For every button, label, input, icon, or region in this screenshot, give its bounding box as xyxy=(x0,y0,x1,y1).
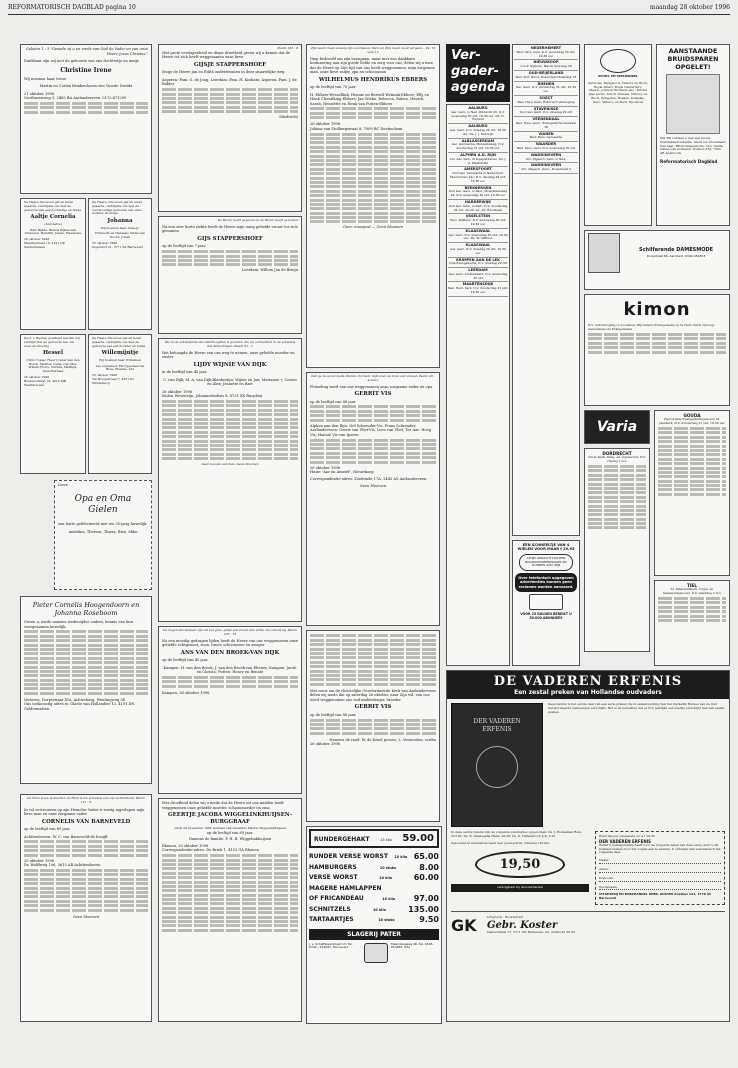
ad-text: Plotseling werd van ons weggenomen onze zorgzame vader en opa xyxy=(310,384,433,389)
erfenis-contents: In deze eerste bundel zijn de volgende predicaties opgenomen: Ds. J. Boukeman Rom. 23:10b; Ds. B. Smalegank Hand. 20:28; Ds. K. Hellenbrock Joh. 3:16 xyxy=(451,830,582,838)
death-ad-ebbers xyxy=(306,44,440,368)
agenda-text: Chr. Afgesch. Gem., Dorpstraat 3 xyxy=(521,167,571,172)
birth-ad-hessel xyxy=(20,334,86,474)
agenda-title xyxy=(446,44,510,102)
rundergehakt-row xyxy=(309,829,439,848)
ad-relatives: Asperen: Fam. G. de Jong; Leerdam: Fam. H. Koskam; Asperen: Fam. J. de Ridder xyxy=(162,77,297,87)
agenda-entry xyxy=(448,139,508,153)
ad-parents: Leo Oppeneer, Els Oppeneer-de Bree, Elianne, Ard xyxy=(95,363,145,372)
ad-date: 25 oktober 1996 xyxy=(92,373,118,378)
agenda-entry xyxy=(448,186,508,200)
ad-sub2: op de leeftijd van 69 jaar. xyxy=(206,830,254,835)
ad-address: Brederostraat 14, 4614 MB Waddinxveen xyxy=(24,378,66,387)
deceased-name: GERRIT VIS xyxy=(354,704,392,711)
ad-sub: Moge de Heere Jan en Edith ondersteunen in deze smartelijke weg. xyxy=(162,70,286,75)
agenda-place: HARDERWIJK xyxy=(464,199,492,204)
birth-ad-willemijntje xyxy=(88,334,152,474)
ad-text: Het behaagde de Heere van ons weg te nemen, onze geliefde moeder en zuster xyxy=(162,350,295,360)
agenda-text: Ger. Gem. in Ned. Polderstr 20, D.V. woensdag 30 okt, 19.30 uur, Ds. D. Hoolant xyxy=(451,109,505,122)
price-item: SCHNITZELS xyxy=(309,905,351,913)
rundergehakt-label: RUNDERGEHAKT xyxy=(314,836,370,843)
book-emblem-icon xyxy=(476,746,518,788)
ad-address: Correspondentie-adres: De Brink 1, 4102 GA Rhenen xyxy=(162,848,259,853)
ad-date: 25 oktober 1996 xyxy=(24,858,55,863)
deceased-name: ANS VAN DEN BROEK-VAN DIJK xyxy=(180,649,280,656)
agenda-text: Chr. Afgesch. Gem. in Ned. xyxy=(525,156,567,161)
ad-sign: Namens de raad: W. de Kruif, preses; L. Vermeulen, scriba xyxy=(329,737,436,742)
ad-address: Mauritsstraat 19, 4191 DK Geldermalsen xyxy=(24,241,65,249)
agenda-text: Oud Ger. Gem. D.V. dinsdag 29 okt xyxy=(519,110,573,115)
book-title: DER VADEREN ERFENIS xyxy=(473,718,521,733)
price-row xyxy=(309,915,439,926)
coupon-title: DER VADEREN ERFENIS xyxy=(599,838,652,844)
agenda-text: Ger. Gem. Adullamkerk, D.V. woensdag 30 okt xyxy=(448,271,508,280)
notice-city: DORDRECHT xyxy=(602,451,632,456)
damesmode-address: Dorpstraat 80, Aarnhem, 0342-450353 xyxy=(646,254,706,259)
deceased-name: LIJDY WIJNIE VAN DIJK xyxy=(193,361,267,368)
ad-text: De Heere Die leven gaf en leven spaarde, verblijdde ons met de geboorte van een dochtertje en muije xyxy=(24,200,82,212)
deceased-name: CORNELIS VAN BARNEVELD xyxy=(41,818,131,825)
agenda-entry xyxy=(514,107,578,118)
ad-sub: op de leeftijd van 69 jaar. xyxy=(24,827,71,832)
agenda-place: AALBURG xyxy=(468,124,488,129)
kimon-text: D.V. (uitverkoping) 2 november, Bijzondere Evangelisatie in de Herv. Kerk; Oproep; Generalsynode Evangelisatie xyxy=(588,323,715,331)
deceased-name: GERRIT VIS xyxy=(354,391,392,398)
agenda-list-b xyxy=(512,44,580,536)
agenda-text: Ned. Herv. Kerk, D.V. woensdag 30 okt, 19.30 uur xyxy=(516,49,576,58)
ad-quote: De Here is uw houwelter, de Here is uw schaduw aan uw rechterhand. Psalm 121 : 5 xyxy=(27,796,145,804)
notice-text: Grote Kerk, Zang- en orgelavond, D.V. vrijdag 1 nov xyxy=(588,455,646,463)
ad-address: Huize "Aar en Amstel", Nieuwkoop xyxy=(310,470,374,474)
agenda-entry xyxy=(448,243,508,257)
agenda-title-1: Ver- xyxy=(451,48,481,63)
ad-text: Diep bedroefd om zijn heengaan, maar met een dankbare herinnering aan zijn goede liefde en zorg voor ons, delen wij u mee, dat de Heere op Zijn tijd van ons heeft weggenomen, mijn zorgzame man, onze lieve vader, opa en schoonzoon xyxy=(310,56,435,75)
wedding-brand: Reformatorisch Dagblad xyxy=(660,158,718,164)
agenda-entry xyxy=(514,153,578,164)
ad-lieve: Lieve xyxy=(58,483,68,487)
agenda-text: Oud Ger. Gemeente in Nederland, Muurhuizen 12c, D.V. dinsdag 29 okt, 19.30 uur xyxy=(450,171,506,183)
ad-text: De Heere, Die leven gaf en leven spaarde, verblijdde ons met de voorspoedige geboorte van onze dochter en muije xyxy=(92,200,143,216)
slager-name: SLAGERIJ PATER xyxy=(309,929,439,940)
agenda-text: Chr. Ger. Kerk, Oranjeplantsoen, Ds. J. A. Weststrate xyxy=(449,156,507,165)
header-right: maandag 28 oktober 1996 xyxy=(649,4,730,11)
ad-relatives: Kampen: H. van den Broek; J. van den Broek-van Eberen; Kampen: Jacob en Christa; Putten: Henry en Renate xyxy=(163,665,297,675)
agenda-entry xyxy=(514,96,578,107)
agenda-place: KRIMPEN AAN DE LEK xyxy=(456,257,500,262)
agenda-text: Ger. Gem. D.V. donderdag 31 okt, 19.30 uur xyxy=(515,85,577,94)
ad-text: Dankbaar zijn wij met de geboorte van ons dochtertje en muije xyxy=(24,59,139,63)
varia-ad xyxy=(584,410,650,444)
ad-sub: (Antonette) xyxy=(44,221,62,226)
agenda-entry xyxy=(448,268,508,282)
death-ad-van-dijk xyxy=(158,338,302,622)
ad-date: 25 oktober 1996 xyxy=(92,241,118,246)
agenda-title-2: gader- xyxy=(451,64,500,79)
agenda-entry xyxy=(448,200,508,214)
erfenis-note: Gebonden in kunstleren band met goudopdruk. Omvang 120 blz. xyxy=(451,840,550,845)
death-ad-gijs xyxy=(158,216,302,334)
agenda-entry xyxy=(514,142,578,153)
erfenis-title: DE VADEREN ERFENIS xyxy=(493,674,683,689)
ad-date: Kampen, 26 oktober 1996 xyxy=(162,690,210,695)
ad-text: Door 's Heeren goedheid werden wij verblijd met de geboorte van ons zoon en broertje xyxy=(24,336,80,348)
ad-sub: Wij noemen haar Irene. xyxy=(24,76,67,81)
ad-sign: Leerdam: Willem Jan de Bruijn xyxy=(241,267,298,272)
price-item: HAMBURGERS xyxy=(309,863,357,871)
ad-sign: Geen bloemen xyxy=(359,484,387,488)
koster-address: Nairacstraat 17, 3771 AW Barneveld, tel. (0342) 41 65 85 xyxy=(487,929,576,934)
agenda-entry xyxy=(448,124,508,138)
ad-names: Opa en Oma Gielen xyxy=(74,493,132,515)
erfenis-description: Deze bundel is het eerste deel van een serie preken die in samenwerking met het Kerkelijk Bureau van de Oud Gereformeerde Gemeenten verschijnt. Het is de bedoeling dat er D.V. jaarlijks een deeltje verschijnt met een zestal preken. xyxy=(548,702,724,714)
agenda-text: Oud Ger. Gem. in Ned., Molenbaanweg 29, D.V. woensdag 30 okt, 19.30 uur xyxy=(448,189,508,198)
agenda-place: KLAASWAAL xyxy=(465,243,491,248)
erfenis-price: 19,50 xyxy=(475,851,565,878)
erfenis-subtitle: Een zestal preken van Hollandse oudvaders xyxy=(514,689,662,696)
price-row xyxy=(309,873,439,884)
agenda-entry xyxy=(514,60,578,71)
death-ad-van-barneveld xyxy=(20,794,152,1022)
ad-parents: Chris Copier, Fleur Copier-van den Bosch, Marlies, Nelia, Caroline, Willem-Floris, Christa, Matthijs, Teun-Herman xyxy=(26,357,80,374)
coupon-text: Wenst u belangstelling heeft voor de volgende delen van deze serie, kunt u dit kenbaar maken door het volgen aan te zenden. U ontvangt dan automatisch het volgende deel. xyxy=(599,842,721,855)
price-item: TARTAARTJES xyxy=(309,916,354,923)
agenda-text: Ned. Herv. Gem. D.V. woensdag 30 okt xyxy=(516,145,576,150)
ad-quote: De dagen des mensen zijn als het gras, gelijk een bloem des velds, alzo bloeit hij. Psalm 103 : 15 xyxy=(163,628,297,636)
price-row xyxy=(309,852,439,863)
ad-date: 26 oktober 1996 xyxy=(310,465,341,470)
ad-text: Met rouw om de christelijke Gereformeerde Kerk van Aarlanderveen delen wij mede dat op zaterdag 26 oktober, naar Zijn wil, van ons werd weggenomen ons oud-ambtsdrager, broeder xyxy=(310,688,436,702)
agenda-text: Ned. Herv. Kerk, Historisch Vereniging xyxy=(517,99,575,104)
ad-relatives: Namens de familie: P. H. B. Wiggelinkhuijsen xyxy=(188,837,272,842)
agenda-text: Ned. Herv. Gem., Evangelische Kerkzaal 18 xyxy=(515,120,577,129)
notice-text: St. Maartenskerk, Orgel- en Samenzangavond, D.V. zaterdag 2 nov xyxy=(662,587,722,595)
ad-text: Na een zeer korte ziekte heeft de Heere mijn innig geliefde vrouw tot zich genomen xyxy=(162,224,298,234)
death-ad-wiggelinkhuijsen xyxy=(158,798,302,1022)
ad-sub: op de leeftijd van 70 jaar. xyxy=(310,85,357,90)
price-qty: 10 kilo xyxy=(394,855,408,859)
agenda-place: RHENEN xyxy=(537,81,555,86)
ad-date: 26 oktober 1996 xyxy=(24,375,50,380)
ad-address: Ter Hoogestraat 7, 4331 KL Middelburg xyxy=(92,377,135,385)
price-item: OF FRICANDEAU xyxy=(309,895,364,902)
ad-sub: op de leeftijd van 45 jaar. xyxy=(162,658,209,663)
koster-name: Gebr. Koster xyxy=(487,919,558,931)
ad-relatives: H. Ebbers-Wessellink; Hennie en Bertwil Weinink-Ebbers; Elly en Henk Chevalking-Ebbers; Jan Wieke, Rebecca, Ruben, Henrik, Sarah; Henriëtte en Henk van Putten-Ebbers xyxy=(310,92,429,106)
ad-parents: Hubrecht en Hanneke Smits-van Doorn, Johan xyxy=(95,231,145,240)
birth-ad-christine xyxy=(20,44,152,194)
ad-sub: in de leeftijd van 45 jaar. xyxy=(162,370,208,375)
ad-text: In vol vertrouwen op zijn Hemelse Vader is rustig ingeslapen mijn lieve man en onze zorgzame vader xyxy=(24,807,145,817)
agenda-entry xyxy=(448,282,508,296)
agenda-place: STAVENISSE xyxy=(533,106,559,111)
trolley-footer: VOOR 25 GULDEN BEREIKT U 50.000 ABONNEES xyxy=(520,611,572,620)
ad-text: Met grote verslagenheid en diepe droefheid geven wij u kennis dat de Heere tot zich heeft weggenomen onze lieve xyxy=(162,50,290,60)
vaderen-erfenis-ad xyxy=(446,670,730,1022)
coupon-field[interactable]: Adres: xyxy=(599,868,721,873)
ad-address: Oosthavenweg 3, 2485 BA Aarlanderveen, 0172-471299 xyxy=(24,96,127,100)
price-item: VERSE WORST xyxy=(309,874,358,881)
agenda-text: Ger. Gem. D.V. woensdag 30 okt, 19.30 uur, Ds. W. Silfhout xyxy=(448,232,508,241)
ad-address: Juliana van Stolbergstraat 8, 7009 BC Doetinchem xyxy=(310,126,403,131)
child-name: Christine Irene xyxy=(60,66,112,74)
ad-sub: op de leeftijd van 88 jaar. xyxy=(310,712,357,717)
ad-relatives: Achttienhoven: W. C. van Barneveld-de Kruijff xyxy=(24,834,108,839)
price-row xyxy=(309,884,439,895)
ad-address: Molen Weststeijn, Johanneshofsas 8, 4721 XX Rucphen xyxy=(162,394,263,399)
anniversary-ad xyxy=(54,480,152,590)
trolley-tagline: ALTIJD GEDACHT DAT EEN BOODSCHAPPENWAGEN ZO SCHNEEL ZOU ZIJN xyxy=(519,554,573,571)
price-row xyxy=(309,905,439,916)
ad-quote: Galaten 1 : 3 "Genade zij u en vrede van God de Vader en van onze Heere Jezus Christus." xyxy=(25,47,148,56)
notice-city: GOUDA xyxy=(683,413,701,418)
order-coupon[interactable] xyxy=(595,831,725,905)
agenda-list-a xyxy=(446,104,510,666)
price-item: MAGERE HAMLAPPEN xyxy=(309,884,382,892)
coupon-footer: UITGEVERIJ EN BOEKHANDEL GEBR. KOSTER Postbus 124, 3770 AC Barneveld xyxy=(599,892,712,901)
ad-text: Met droefheid delen wij u mede dat de Heere uit ons midden heeft weggenomen onze geliefde moeder, schoonmoeder en oma xyxy=(162,801,284,810)
ad-sub: sinds 29 november 1985 weduwe van Gerardus Marius Wiggelinkhuijsen xyxy=(174,826,286,830)
deceased-name: GIJS STAPPERSHOEF xyxy=(197,235,263,242)
agenda-title-3: agenda xyxy=(451,80,506,95)
ad-sub: op de leeftijd van 88 jaar xyxy=(310,399,356,404)
ad-address2: Ons toekomstig adres is: Glaete van Hollandstr 12, 4191 DN Geldermalsen xyxy=(24,702,135,711)
death-ad-gerrit-vis-church xyxy=(306,630,440,822)
wedding-text: Het RD verraad u met een mooie huwelijksadvertentie. Stuur uw trouwkaart met naar: RD-bruidsparactie, t.a.v. Aletta Ukkes-van Achteren. Postbus 670, 7300 AR Apeldoorn. xyxy=(660,136,726,156)
price-price: 135.00 xyxy=(408,904,439,914)
child-name: Hessel xyxy=(42,350,64,357)
shop-logo-icon xyxy=(600,49,636,73)
ad-address: Ingendorf 21, 3771 XA Barneveld xyxy=(92,244,143,249)
child-name: Johanna xyxy=(107,218,133,225)
agenda-place: NEDERHEMERT xyxy=(530,46,562,50)
agenda-place: IJSSELSTEIN xyxy=(465,214,491,219)
damesmode-ad xyxy=(584,230,730,290)
ad-sign: Geen rouwpost — Geen bloemen xyxy=(343,225,403,230)
agenda-text: Vrije Evangelische, D.V. dinsdag 29 okt xyxy=(448,261,508,266)
agenda-text: Ger. Gemeente, Merwedeweg, D.V. donderdag 31 okt, 19.30 uur xyxy=(451,142,505,151)
ad-parents: Martin en Corien Brinkenhoven-ten Voorde Davida xyxy=(39,84,133,88)
agenda-place: BEEKBERGEN xyxy=(464,185,492,190)
slager-address-1: J. v. Schaffelaarstraat 13, Tel. 0342 - 412067, Barneveld xyxy=(309,941,353,950)
coupon-field[interactable]: Postcode: xyxy=(599,877,721,882)
engagement-ad xyxy=(20,596,152,784)
agenda-text: Herv. Piëtkerk, D.V. woensdag 30 okt, 19.30 uur xyxy=(449,218,507,226)
ad-text: Na een moedig gedragen lijden heeft de Heere van ons weggenomen onze geliefde echtgenoot, zoon, broer, schoonzoon en zwager xyxy=(162,638,298,648)
agenda-text: Ned. Prot. Bond, Rosendaal Molendijk 33 xyxy=(515,74,577,79)
agenda-entry xyxy=(514,163,578,174)
notice-city: TIEL xyxy=(687,583,697,588)
page-header xyxy=(8,4,730,15)
wedding-headline: AANSTAANDE BRUIDSPAREN OPGELET! xyxy=(667,47,719,71)
slager-address-2: Maandereweg 46, Tel. 0318-653861, Ede xyxy=(391,941,434,950)
agenda-entry xyxy=(448,106,508,124)
koster-logo-icon: GK xyxy=(451,915,477,935)
agenda-text: Ned. Herv. Kerk, D.V. donderdag 31 okt, 19.30 uur xyxy=(448,286,508,295)
agenda-place: KLAASWAAL xyxy=(465,228,491,233)
agenda-text: Oud Ger. Gem. in Ned., D.V. donderdag 31 okt, 19.30 uur, Ds. Roodbeek xyxy=(448,203,508,212)
ad-sign: Geen bloemen xyxy=(72,914,100,919)
agenda-place: AMERSFOORT xyxy=(464,167,492,172)
price-price: 97.00 xyxy=(413,894,439,903)
ad-quote: Dan ga ik op tot Gods altaren, Tot God, mijn God, de bron van vreugd. Psalm 43 : 4 (ber.) xyxy=(311,374,435,382)
death-ad-van-den-broek xyxy=(158,626,302,794)
agenda-place: NIEUWKOOP xyxy=(533,60,559,65)
tableware-ad xyxy=(584,44,652,226)
couple-names: Pieter Cornelis Hoogendoorn en Johanna Roseboom xyxy=(32,601,140,617)
ad-quote: Die in de schuilplaats des Allerhoogsten is gezeten, die zal vernachten in de schaduw des Almachtigen. Psalm 91 : 1 xyxy=(164,340,296,348)
ad-sign: Andelina, Theresa, Thirza, Rien, Mike xyxy=(68,530,138,534)
trolley-headline: EEN SCHNEELTJE VAN 4 WIELEN VOOR MAAR f 29,95 xyxy=(517,543,575,552)
price-qty: 10 stuks xyxy=(378,918,395,922)
price-price: 8.00 xyxy=(419,862,439,872)
agenda-text: Ger. Gem. D.V. dinsdag 29 okt, 19.30 uur, Ds. J. J. Roborgh xyxy=(450,127,506,136)
agenda-place: ALPHEN A.D. RIJN xyxy=(460,152,496,157)
tiel-notice xyxy=(654,580,730,666)
child-name: Willemijntje xyxy=(101,350,139,357)
kimon-logo: kimon xyxy=(623,299,691,320)
ad-address: Meteren, Dorpsstraat 41a; Achterberg, Wentingweg 34 xyxy=(24,697,125,702)
header-left: REFORMATORISCH DAGBLAD pagina 10 xyxy=(8,4,136,11)
book-cover xyxy=(451,703,543,827)
agenda-text: Ger. Gem. D.V. dinsdag 29 okt, 19.30 uur xyxy=(450,246,506,255)
notice-text: Hervormde Evangelisatiegebouw St. Janskerk, D.V. donderdag 31 okt, 19.30 uur xyxy=(659,417,725,425)
deceased-name: GEERTJE JACOBA WIGGELINKHUIJSEN-BURGGRAAF xyxy=(168,812,292,825)
damesmode-title: Schilferende DAMESMODE xyxy=(638,247,714,254)
agenda-place: OUD-BEIJERLAND xyxy=(528,70,564,75)
coupon-field[interactable]: Woonplaats: xyxy=(599,886,721,891)
agenda-place: LEERDAM xyxy=(468,268,488,273)
agenda-entry xyxy=(448,258,508,269)
death-ad-gijsje xyxy=(158,44,302,212)
ad-text: Geven u, mede namens wederzijdse ouders, kennis van hun voorgenomen huwelijk. xyxy=(24,620,133,629)
agenda-place: SOEST xyxy=(539,95,553,100)
ad-sign: Sliedrecht xyxy=(279,114,298,119)
agenda-place: VEENENDAAL xyxy=(532,117,560,122)
price-row xyxy=(309,863,439,874)
ad-quote: Psalm 103 : 8 xyxy=(277,46,298,50)
ad-relatives: C. van Dijk; M. A. van Dijk-Blankestijn; Wijnie en Jan; Marianne †; Corien en Alex; Jeanette en Bart xyxy=(163,377,297,387)
price-price: 60.00 xyxy=(413,873,439,882)
ad-quote: Zijn naam moet eeuwig zijn voortstaan; Men zal Zijn naam nooit vergaan... Ps. 72 vers 12 xyxy=(310,46,436,54)
ad-parents: Wim Bijkse, Bianca Bijkse-van Omneren, Hendrik, Julian, Elsemieke xyxy=(24,227,82,236)
price-qty: 10 kilo xyxy=(382,897,396,901)
erfenis-shop: verkrijgbaar bij de boekhandel xyxy=(451,884,589,892)
ad-quote: De Heere heeft gegeven en de Heere heeft genomen xyxy=(217,218,298,222)
child-name: Aaltje Cornelia xyxy=(30,214,76,221)
agenda-place: WADDINXVEEN xyxy=(530,163,562,168)
ad-date: 26 oktober 1996 xyxy=(310,122,341,127)
couple-photo xyxy=(666,74,720,134)
dordrecht-notice xyxy=(584,448,650,652)
agenda-place: AALBURG xyxy=(468,106,488,110)
price-row xyxy=(309,894,439,905)
agenda-place: WAARDER xyxy=(535,142,557,147)
agenda-place: ALBLASSERDAM xyxy=(461,138,495,143)
fashion-illustration xyxy=(588,233,620,273)
ad-sub: Wij noemen haar Willemien xyxy=(99,357,141,362)
agenda-entry xyxy=(514,132,578,143)
ad-address: Dr. Wolffweg 106, 3615 AB Achttienhoven xyxy=(24,863,101,868)
price-item: RUNDER VERSE WORST xyxy=(309,853,388,860)
agenda-entry xyxy=(448,167,508,185)
butcher-ad xyxy=(306,826,442,1024)
agenda-place: WADDINXVEEN xyxy=(530,152,562,157)
price-qty: 10 stuks xyxy=(379,865,397,870)
price-list xyxy=(309,852,439,926)
agenda-text: Ned. Herv. Gemeente xyxy=(529,135,563,140)
agenda-entry xyxy=(514,82,578,96)
coupon-send: Zend mij per omgaande ex. a f 19,50 xyxy=(599,834,655,838)
agenda-entry xyxy=(448,229,508,243)
rundergehakt-qty: 15 kilo xyxy=(380,838,392,842)
rundergehakt-price: 59.00 xyxy=(402,833,434,844)
deceased-name: GIJSJE STAPPERSHOEF xyxy=(193,61,267,68)
price-qty: 10 kilo xyxy=(373,907,386,912)
birth-ad-aaltje xyxy=(20,198,86,330)
trolley-subtext: Over telefonisch opgegeven advertenties kunnen geen reclames worden aanvaard. xyxy=(515,573,577,592)
shop-heading: SPORT- EN SPELWINKEL xyxy=(598,74,638,78)
agenda-entry xyxy=(514,71,578,82)
birth-ad-johanna xyxy=(88,198,152,330)
deceased-name: WILHELMUS HENDRIKUS EBBERS xyxy=(318,76,428,83)
varia-logo: Varia xyxy=(596,419,638,435)
gouda-notice xyxy=(654,410,730,576)
ad-text: De Heere Die leven gaf en leven spaarde, verblijdde ons met de geboorte van een dochter en muije xyxy=(92,336,146,348)
ad-date: Rhenen, 25 oktober 1996 xyxy=(162,843,209,848)
erfenis-banner xyxy=(447,671,729,699)
ad-sub: op de leeftijd van 7 jaar. xyxy=(162,244,206,249)
price-qty: 10 kilo xyxy=(379,876,393,880)
ad-address2: Correspondentie-adres: Zuideinde 17A, 2445 AS Aarlanderveen xyxy=(310,476,427,481)
wedding-ad xyxy=(656,44,730,226)
price-price: 9.50 xyxy=(419,915,439,924)
agenda-entry xyxy=(448,214,508,228)
butcher-logo-icon xyxy=(364,943,388,963)
agenda-place: VIANEN xyxy=(538,131,554,136)
ad-date: 21 oktober 1996 xyxy=(24,91,55,96)
trolley-ad xyxy=(512,540,580,666)
agenda-text: C.G.P. Gijsbolk, Nieuw Voorweg 28 xyxy=(520,64,572,69)
shopping-cart-icon xyxy=(529,594,563,610)
agenda-entry xyxy=(514,46,578,60)
agenda-entry xyxy=(448,153,508,167)
coupon-field[interactable]: Naam: xyxy=(599,859,721,864)
koster-subtitle: Uitgeverij - Boekhandel xyxy=(487,915,524,920)
price-price: 65.00 xyxy=(413,852,439,861)
death-ad-gerrit-vis-family xyxy=(306,372,440,626)
shop-brands: Servicee, Wedgwood, Villeroy en Boch, Royal Albert, Royal Canterbury, Mason, Johnson Brothers enz., Kristal glas servis, Schott Zwiesel, Villeroy en Boch, Spiegelau, Boeken, Kelkglas, Gero, Villeroy en Boch, Eposkoat xyxy=(588,80,648,104)
ad-date: 26 oktober 1996 xyxy=(24,237,50,242)
kimon-ad xyxy=(584,294,730,406)
ad-date: 26 oktober 1996 xyxy=(310,742,341,747)
ad-sub: Wij noemen haar Anne-Jo xyxy=(100,225,140,230)
ad-sign: Geen bezoek aan huis. Geen bloemen xyxy=(201,462,259,467)
agenda-entry xyxy=(514,117,578,131)
ad-text: van harte gefeliciteerd met uw 35-jarig huwelijk. xyxy=(58,521,148,526)
coupon-fields xyxy=(599,859,721,890)
ad-relatives: Alphen aan den Rijn: Nel Schreuder-Vis, Frans Schreuder; Aarlanderveen: Gerrie van Vliet-Vis, Leen van Vliet; Ter Aar: Hoeg Vis; Hannie Vis-van Iperen xyxy=(310,423,432,437)
ad-date: 26 oktober 1996 xyxy=(162,389,193,394)
agenda-place: MAARTENSDIJK xyxy=(462,282,494,287)
